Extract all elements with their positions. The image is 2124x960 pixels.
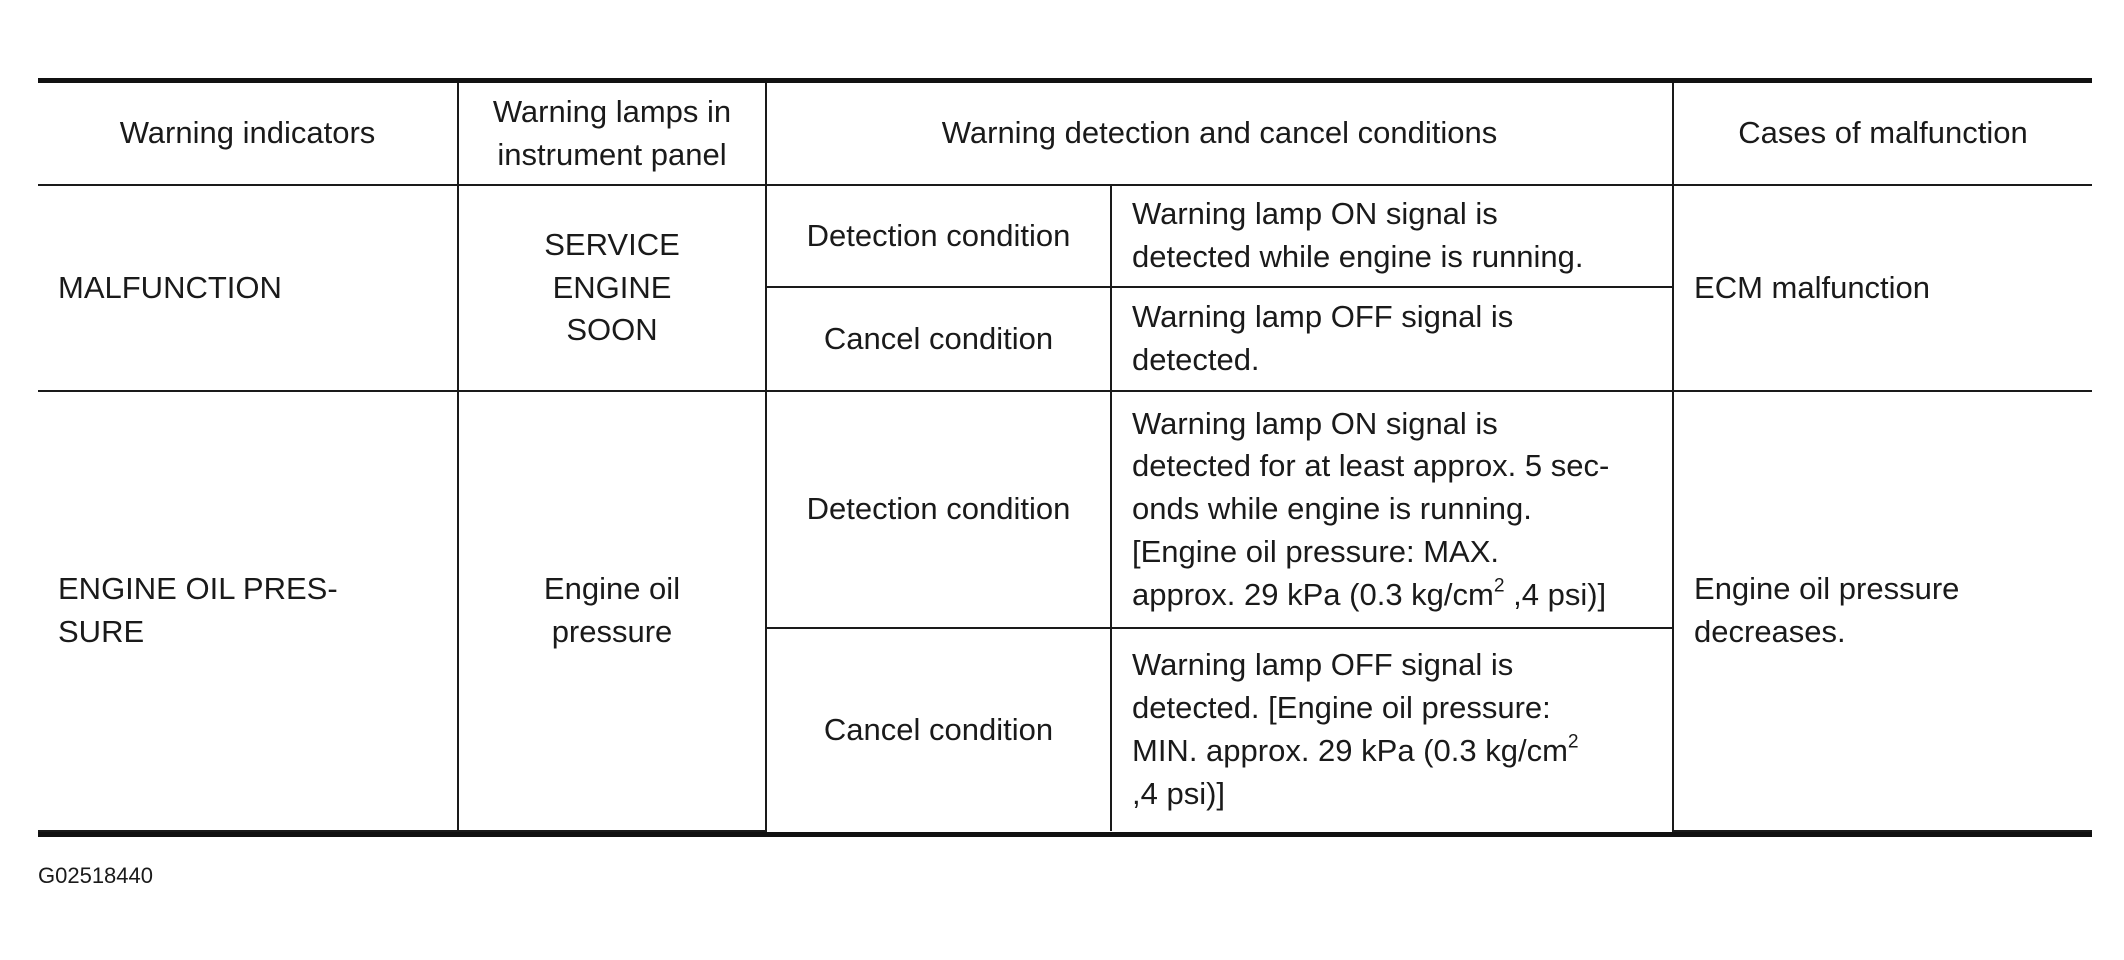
detection-condition-text: Warning lamp ON signal is detected while engine is running.	[1111, 185, 1673, 287]
table-row	[38, 185, 2092, 287]
header-detection-cancel-conditions: Warning detection and cancel conditions	[766, 83, 1673, 185]
indicator-engine-oil-pressure: ENGINE OIL PRES- SURE	[38, 391, 458, 831]
header-warning-indicators: Warning indicators	[38, 83, 458, 185]
detection-superscript: 2	[1493, 575, 1505, 597]
cancel-condition-label: Cancel condition	[766, 287, 1111, 391]
detection-condition-label: Detection condition	[766, 185, 1111, 287]
header-warning-lamps: Warning lamps in instrument panel	[458, 83, 766, 185]
header-row	[38, 83, 2092, 185]
cancel-text-tail: ,4 psi)]	[1132, 775, 1226, 811]
figure-id: G02518440	[38, 863, 153, 888]
warning-table	[38, 83, 2092, 832]
detection-condition-label: Detection condition	[766, 391, 1111, 628]
malfunction-case: Engine oil pressure decreases.	[1673, 391, 2092, 831]
detection-condition-text	[1111, 391, 1673, 628]
cancel-condition-label: Cancel condition	[766, 628, 1111, 831]
header-cases-of-malfunction: Cases of malfunction	[1673, 83, 2092, 185]
table-bottom-rule	[38, 832, 2092, 837]
table-row	[38, 391, 2092, 628]
cancel-superscript: 2	[1567, 731, 1579, 753]
cancel-condition-text: Warning lamp OFF signal is detected.	[1111, 287, 1673, 391]
cancel-text-main: Warning lamp OFF signal is detected. [Engine oil pressure: MIN. approx. 29 kPa (0.3 kg/cm	[1132, 647, 1568, 768]
detection-text-main: Warning lamp ON signal is detected for at least approx. 5 sec- onds while engine is running. [Engine oil pressure: MAX. approx. 29 kPa (0.3 kg/cm	[1132, 405, 1610, 612]
lamp-service-engine-soon: SERVICE ENGINE SOON	[458, 185, 766, 391]
detection-text-tail: ,4 psi)]	[1504, 576, 1607, 612]
indicator-malfunction: MALFUNCTION	[38, 185, 458, 391]
cancel-condition-text	[1111, 628, 1673, 831]
lamp-engine-oil-pressure: Engine oil pressure	[458, 391, 766, 831]
malfunction-case: ECM malfunction	[1673, 185, 2092, 391]
